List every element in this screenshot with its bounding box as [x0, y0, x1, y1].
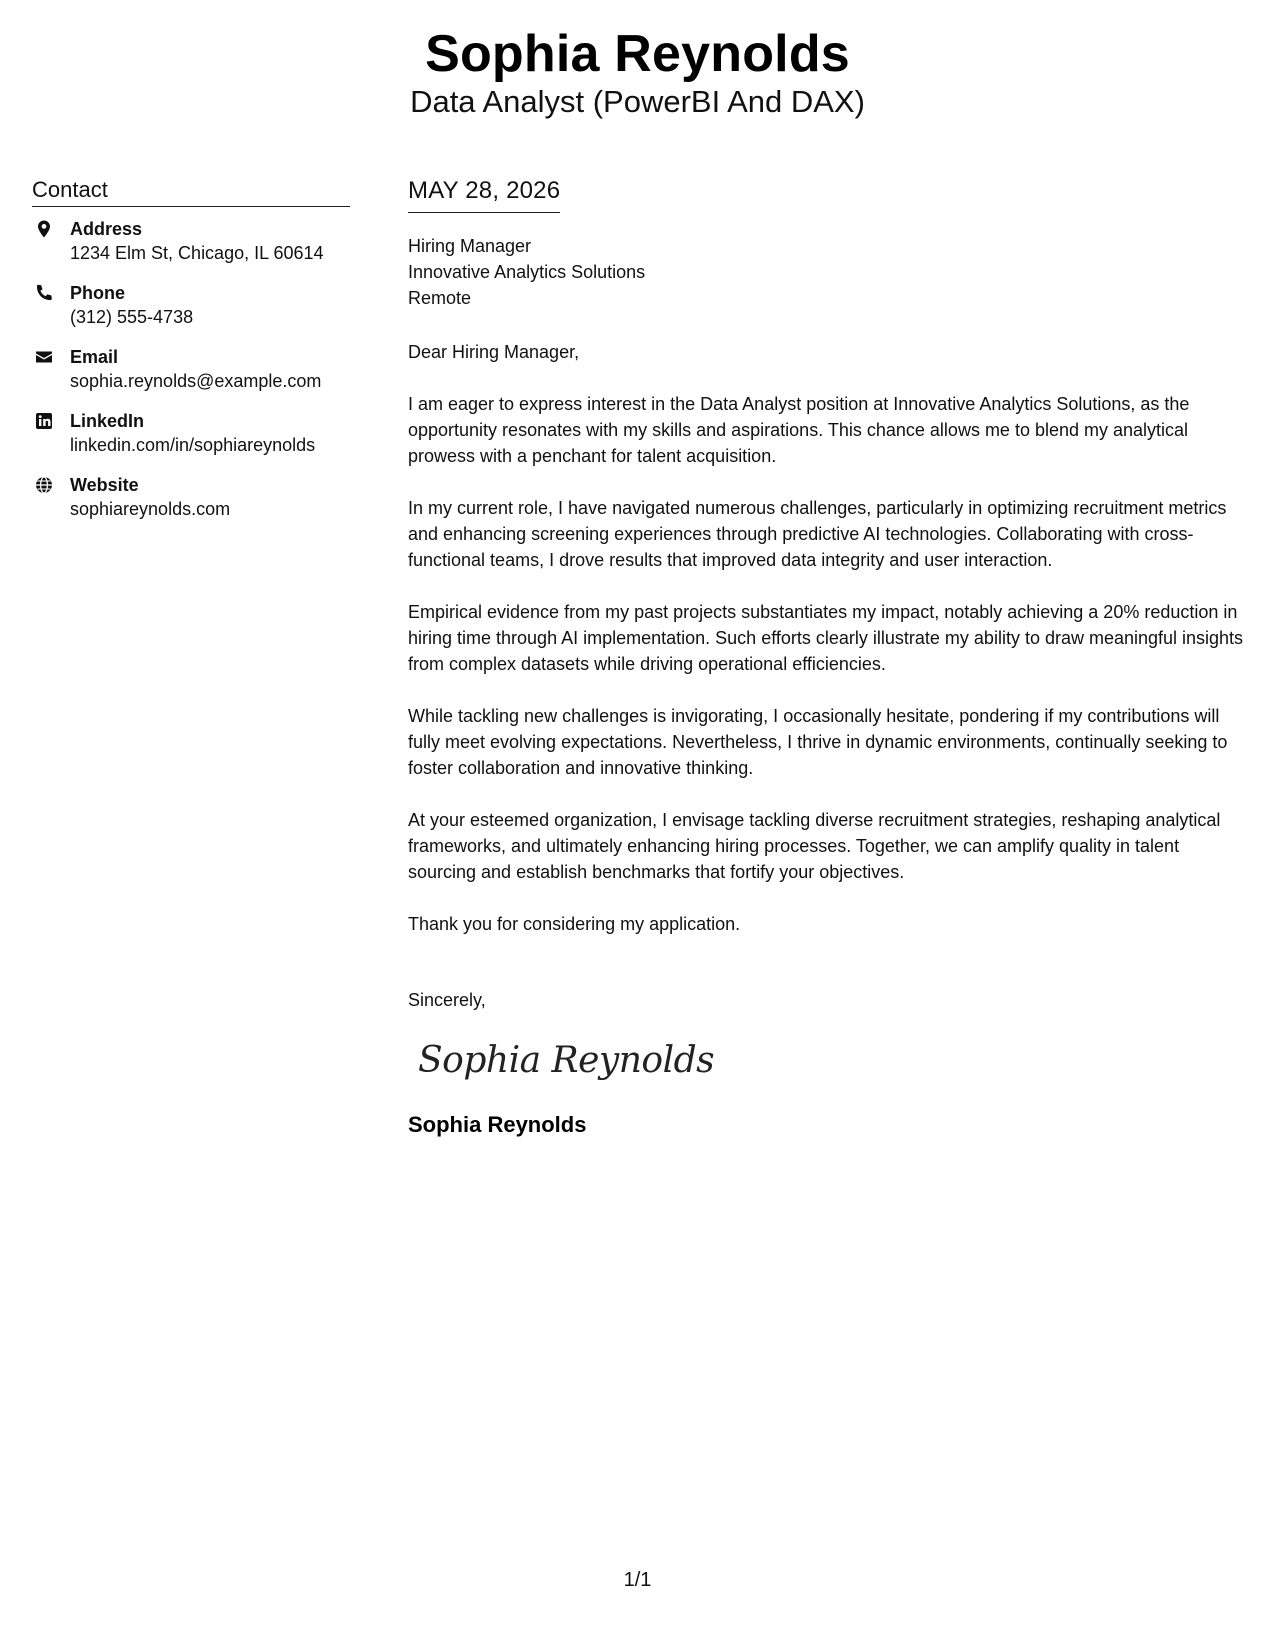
contact-item-phone — [32, 281, 350, 333]
email-value[interactable]: sophia.reynolds@example.com — [70, 371, 322, 391]
letter-paragraph: While tackling new challenges is invigorating, I occasionally hesitate, pondering if my contributions will fully meet evolving expectations. Nevertheless, I thrive in dynamic environments, continually seeking to foster collaboration and innovative thinking. — [408, 706, 1228, 778]
letter-date-block — [408, 176, 560, 213]
linkedin-icon — [34, 411, 54, 431]
globe-icon — [34, 475, 54, 495]
contact-item-website — [32, 473, 350, 525]
address-label: Address — [70, 219, 143, 239]
signer-name: Sophia Reynolds — [408, 1112, 587, 1137]
letter-paragraph: At your esteemed organization, I envisage tackling diverse recruitment strategies, reshaping analytical frameworks, and ultimately enhancing hiring processes. Together, we can amplify quality in talent sourcing and establish benchmarks that fortify your objectives. — [408, 810, 1221, 882]
recipient-location: Remote — [408, 288, 472, 308]
phone-icon — [34, 283, 54, 303]
salutation: Dear Hiring Manager, — [408, 342, 580, 362]
applicant-name: Sophia Reynolds — [425, 25, 850, 83]
recipient-title: Hiring Manager — [408, 236, 532, 256]
letter-paragraph: I am eager to express interest in the Data Analyst position at Innovative Analytics Solutions, as the opportunity resonates with my skills and aspirations. This chance allows me to blend my analytical prowess with a penchant for talent acquisition. — [408, 394, 1190, 466]
letter-body — [408, 176, 1248, 1139]
recipient-block — [408, 233, 1248, 311]
resume-header — [0, 24, 1275, 120]
letter-paragraph: Empirical evidence from my past projects substantiates my impact, notably achieving a 20% reduction in hiring time through AI implementation. Such efforts clearly illustrate my ability to draw meaningful insights from complex datasets while driving operational efficiencies. — [408, 602, 1244, 674]
linkedin-label: LinkedIn — [70, 411, 145, 431]
handwritten-signature: Sophia Reynolds — [418, 1040, 715, 1081]
contact-item-linkedin — [32, 409, 350, 461]
contact-list — [32, 217, 350, 525]
address-value: 1234 Elm St, Chicago, IL 60614 — [70, 243, 324, 263]
job-title: Data Analyst (PowerBI And DAX) — [410, 84, 865, 119]
letter-date: MAY 28, 2026 — [408, 177, 561, 204]
phone-label: Phone — [70, 283, 126, 303]
contact-section-title: Contact — [32, 176, 350, 207]
website-label: Website — [70, 475, 139, 495]
email-label: Email — [70, 347, 119, 367]
contact-sidebar — [32, 176, 350, 537]
location-pin-icon — [34, 219, 54, 239]
closing: Sincerely, — [408, 990, 486, 1010]
recipient-company: Innovative Analytics Solutions — [408, 262, 646, 282]
website-value[interactable]: sophiareynolds.com — [70, 499, 231, 519]
envelope-icon — [34, 347, 54, 367]
page-number: 1/1 — [623, 1569, 652, 1591]
phone-value: (312) 555-4738 — [70, 307, 194, 327]
letter-paragraph: In my current role, I have navigated numerous challenges, particularly in optimizing recruitment metrics and enhancing screening experiences through predictive AI technologies. Collaborating with cross-functional teams, I drove results that improved data integrity and user interaction. — [408, 498, 1227, 570]
contact-item-email — [32, 345, 350, 397]
letter-paragraph: Thank you for considering my application. — [408, 914, 741, 934]
linkedin-value[interactable]: linkedin.com/in/sophiareynolds — [70, 435, 316, 455]
contact-item-address — [32, 217, 350, 269]
